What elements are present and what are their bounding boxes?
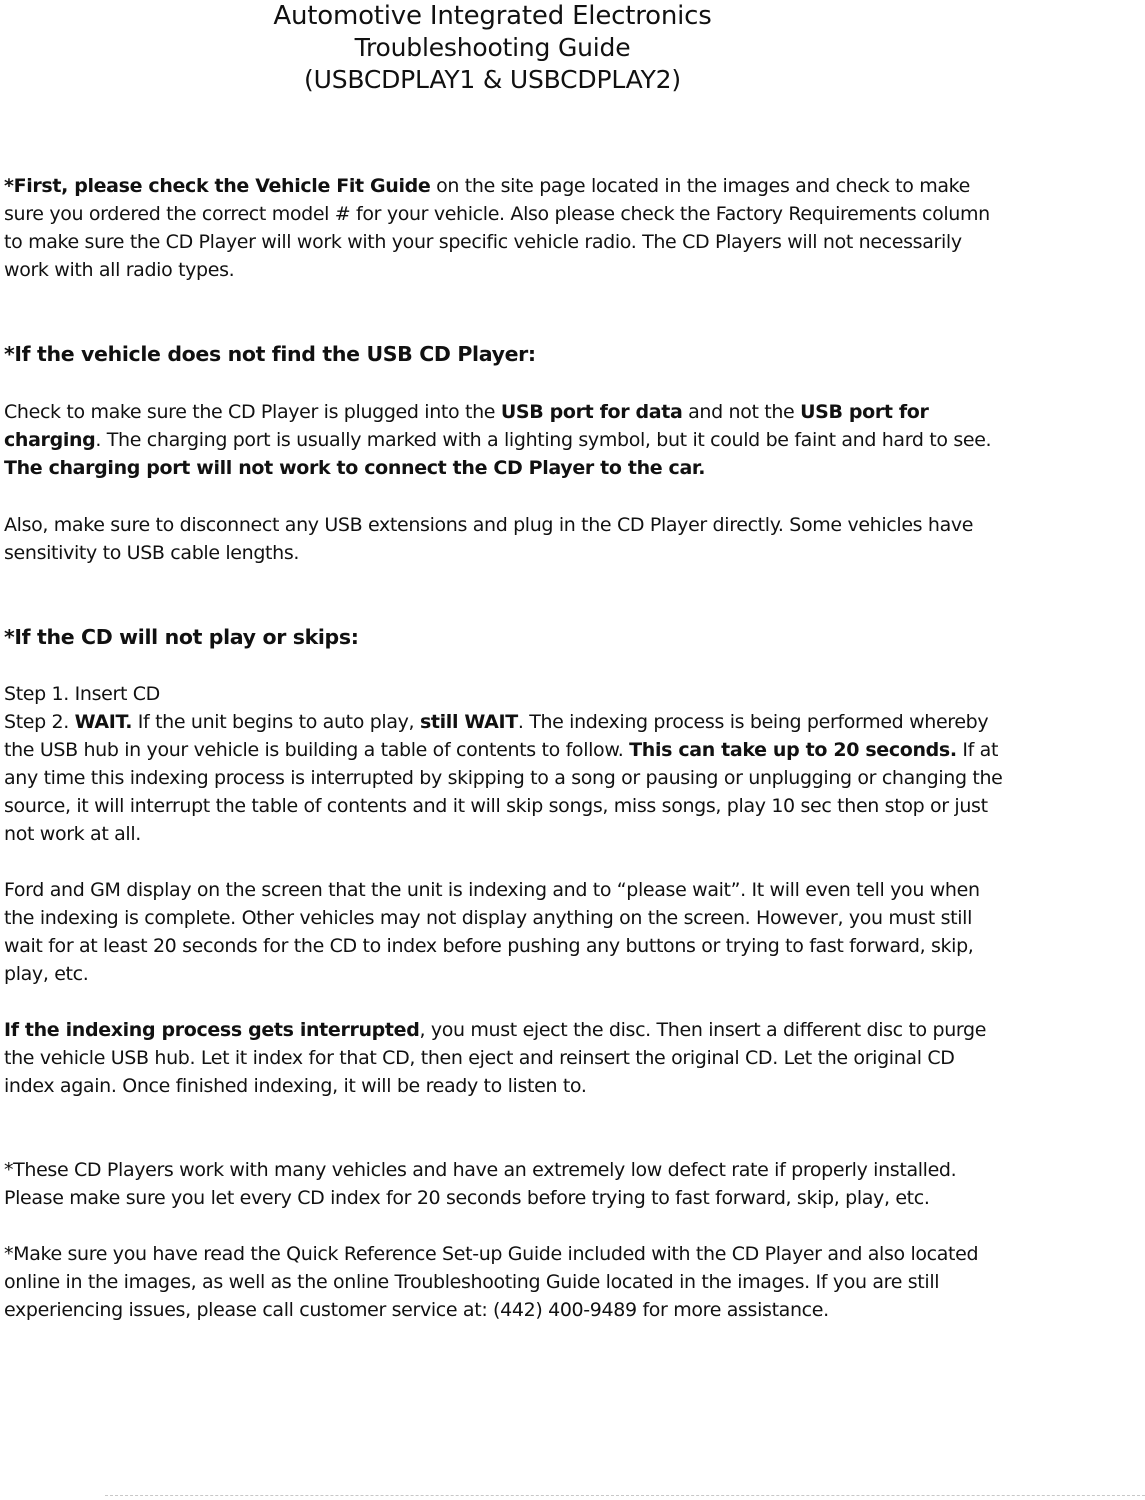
usb-p1-text-c: and not the: [682, 401, 801, 423]
interrupted-paragraph: [4, 1016, 1004, 1100]
step2-text-g: If at any time this indexing process is interrupted by skipping to a song or pausing or unplugging or changing the source, it will interrupt the table of contents and it will skip songs, miss songs, play 10 sec then stop or just not work at all.: [4, 739, 1003, 845]
intro-bold-lead: *First, please check the Vehicle Fit Guide: [4, 175, 431, 197]
usb-p1-bold-warning: The charging port will not work to connect the CD Player to the car.: [4, 457, 706, 479]
usb-p1-bold-charging-port: USB port for charging: [4, 401, 929, 451]
step-1: Step 1. Insert CD: [4, 683, 160, 705]
page-bottom-scan-rule: [105, 1495, 1145, 1496]
intro-text: on the site page located in the images and check to make sure you ordered the correct model # for your vehicle. Also please check the Factory Requirements column to make sure the CD Player will work with your specific vehicle radio. The CD Players will not necessarily work with all radio types.: [4, 175, 990, 281]
support-paragraph: *Make sure you have read the Quick Reference Set-up Guide included with the CD Player and also located online in the images, as well as the online Troubleshooting Guide located in the images. If you are still experiencing issues, please call customer service at: (442) 400-9489 for more assistance.: [4, 1243, 979, 1321]
interrupted-text: , you must eject the disc. Then insert a different disc to purge the vehicle USB hub. Let it index for that CD, then eject and reinsert the original CD. Let the original CD index again. Once finished indexing, it will be ready to listen to.: [4, 1019, 987, 1097]
step-2: [4, 708, 1004, 848]
usb-section-heading: *If the vehicle does not find the USB CD Player:: [4, 342, 536, 366]
cd-section-heading: *If the CD will not play or skips:: [4, 625, 359, 649]
step2-text-c: If the unit begins to auto play,: [132, 711, 420, 733]
intro-paragraph: [4, 172, 1004, 284]
model-numbers: (USBCDPLAY1 & USBCDPLAY2): [304, 65, 681, 94]
usb-p1-bold-data-port: USB port for data: [500, 401, 683, 423]
document-header: [0, 0, 985, 96]
defect-rate-paragraph: *These CD Players work with many vehicles and have an extremely low defect rate if properly installed. Please make sure you let every CD index for 20 seconds before trying to fast forward, skip, play, etc.: [4, 1159, 957, 1209]
step2-text-a: Step 2.: [4, 711, 75, 733]
document-subtitle: Troubleshooting Guide: [354, 33, 631, 62]
usb-port-paragraph: [4, 398, 1004, 482]
usb-p1-text-a: Check to make sure the CD Player is plugged into the: [4, 401, 501, 423]
interrupted-bold-lead: If the indexing process gets interrupted: [4, 1019, 420, 1041]
step2-bold-still-wait: still WAIT: [419, 711, 518, 733]
ford-gm-paragraph: Ford and GM display on the screen that the unit is indexing and to “please wait”. It will even tell you when the indexing is complete. Other vehicles may not display anything on the screen. However, you must still wait for at least 20 seconds for the CD to index before pushing any buttons or trying to fast forward, skip, play, etc.: [4, 879, 980, 985]
step2-bold-20-seconds: This can take up to 20 seconds.: [629, 739, 957, 761]
step2-bold-wait: WAIT.: [74, 711, 133, 733]
document-title: Automotive Integrated Electronics: [273, 1, 712, 31]
usb-extension-paragraph: Also, make sure to disconnect any USB extensions and plug in the CD Player directly. Some vehicles have sensitivity to USB cable lengths.: [4, 514, 974, 564]
step2-text-e: . The indexing process is being performed whereby the USB hub in your vehicle is building a table of contents to follow.: [4, 711, 989, 761]
usb-p1-text-e: . The charging port is usually marked with a lighting symbol, but it could be faint and hard to see.: [95, 429, 992, 451]
